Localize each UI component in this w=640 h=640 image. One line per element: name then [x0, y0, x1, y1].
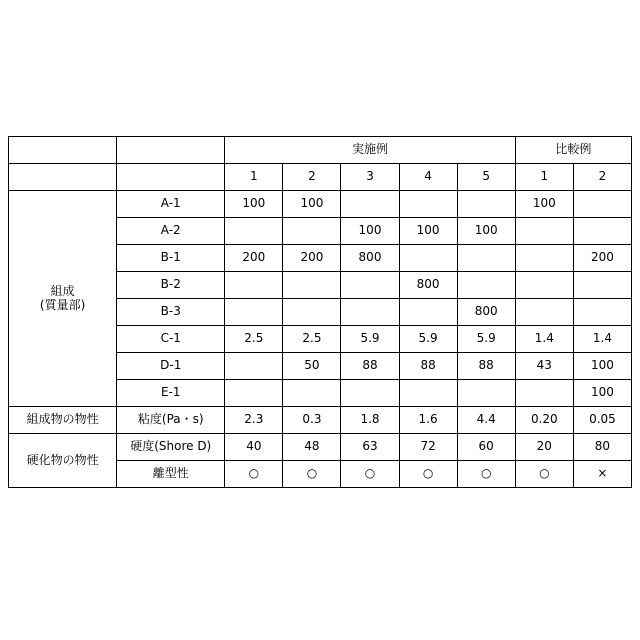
table-cell [225, 218, 283, 245]
empty-corner-cell [9, 137, 117, 164]
section-label-cured-properties: 硬化物の物性 [9, 434, 117, 488]
column-number: 5 [457, 164, 515, 191]
column-number: 1 [225, 164, 283, 191]
group-header-comparative: 比較例 [515, 137, 631, 164]
section-label-composition-properties: 組成物の物性 [9, 407, 117, 434]
table-cell [341, 191, 399, 218]
table-cell: ○ [515, 461, 573, 488]
table-cell: 100 [573, 353, 631, 380]
table-cell [399, 245, 457, 272]
table-cell: 5.9 [399, 326, 457, 353]
table-cell [283, 218, 341, 245]
table-cell: 200 [283, 245, 341, 272]
table-cell: 2.5 [225, 326, 283, 353]
table-cell [515, 245, 573, 272]
table-cell [341, 299, 399, 326]
table-cell: 80 [573, 434, 631, 461]
column-number: 1 [515, 164, 573, 191]
table-cell: 800 [399, 272, 457, 299]
table-cell [399, 299, 457, 326]
row-label: E-1 [117, 380, 225, 407]
row-label: C-1 [117, 326, 225, 353]
table-cell: 100 [399, 218, 457, 245]
section-label-composition [9, 191, 117, 407]
table-cell [225, 272, 283, 299]
table-cell [515, 299, 573, 326]
table-cell [515, 380, 573, 407]
table-cell [573, 299, 631, 326]
table-cell: 88 [399, 353, 457, 380]
column-number: 2 [283, 164, 341, 191]
row-label: 粘度(Pa・s) [117, 407, 225, 434]
table-cell: ○ [341, 461, 399, 488]
table-cell [341, 272, 399, 299]
table-cell: 43 [515, 353, 573, 380]
table-cell [283, 272, 341, 299]
table-cell [457, 191, 515, 218]
table-cell: 200 [573, 245, 631, 272]
section-label-composition-line1: 組成 [50, 283, 75, 298]
table-cell [399, 380, 457, 407]
table-cell: 800 [341, 245, 399, 272]
table-cell [515, 272, 573, 299]
table-header-row-numbers [9, 164, 632, 191]
table-cell: ○ [283, 461, 341, 488]
column-number: 2 [573, 164, 631, 191]
table-row [9, 407, 632, 434]
table-cell: 800 [457, 299, 515, 326]
table-cell [283, 299, 341, 326]
row-label: B-1 [117, 245, 225, 272]
table-cell: 1.6 [399, 407, 457, 434]
table-cell: 50 [283, 353, 341, 380]
table-cell: 100 [515, 191, 573, 218]
table-cell: 0.05 [573, 407, 631, 434]
table-cell [457, 380, 515, 407]
table-cell: ○ [225, 461, 283, 488]
table-cell: 100 [283, 191, 341, 218]
table-cell: 60 [457, 434, 515, 461]
table-cell: 48 [283, 434, 341, 461]
table-cell [225, 353, 283, 380]
table-row [9, 191, 632, 218]
table-header-row-groups [9, 137, 632, 164]
table-cell [341, 380, 399, 407]
table-cell: 2.5 [283, 326, 341, 353]
table-cell: 20 [515, 434, 573, 461]
table-cell [283, 380, 341, 407]
table-cell: 200 [225, 245, 283, 272]
table-cell: 4.4 [457, 407, 515, 434]
table-cell: 100 [225, 191, 283, 218]
table-cell [457, 245, 515, 272]
section-label-composition-line2: (質量部) [39, 297, 86, 312]
group-header-examples: 実施例 [225, 137, 515, 164]
table-cell: 100 [341, 218, 399, 245]
empty-corner-cell-2 [117, 137, 225, 164]
table-cell: 63 [341, 434, 399, 461]
table-cell [573, 272, 631, 299]
table-cell: 0.20 [515, 407, 573, 434]
table-cell [515, 218, 573, 245]
empty-corner-cell-4 [117, 164, 225, 191]
table-cell: ○ [457, 461, 515, 488]
empty-corner-cell-3 [9, 164, 117, 191]
table-cell: 88 [341, 353, 399, 380]
table-cell: 5.9 [341, 326, 399, 353]
row-label: B-3 [117, 299, 225, 326]
table-cell: ○ [399, 461, 457, 488]
table-cell: 0.3 [283, 407, 341, 434]
row-label: B-2 [117, 272, 225, 299]
table-cell: 40 [225, 434, 283, 461]
row-label: 離型性 [117, 461, 225, 488]
table-cell [399, 191, 457, 218]
table-cell [225, 380, 283, 407]
row-label: D-1 [117, 353, 225, 380]
table-cell [225, 299, 283, 326]
row-label: A-1 [117, 191, 225, 218]
column-number: 4 [399, 164, 457, 191]
table-cell: 5.9 [457, 326, 515, 353]
patent-table-container [8, 136, 632, 488]
table-cell: 1.4 [515, 326, 573, 353]
table-cell: 100 [457, 218, 515, 245]
table-cell: 2.3 [225, 407, 283, 434]
table-cell: 88 [457, 353, 515, 380]
table-cell [457, 272, 515, 299]
table-cell: 1.4 [573, 326, 631, 353]
table-cell: × [573, 461, 631, 488]
table-cell: 1.8 [341, 407, 399, 434]
column-number: 3 [341, 164, 399, 191]
row-label: 硬度(Shore D) [117, 434, 225, 461]
table-cell [573, 218, 631, 245]
table-row [9, 434, 632, 461]
table-cell: 100 [573, 380, 631, 407]
properties-table [8, 136, 632, 488]
table-cell: 72 [399, 434, 457, 461]
row-label: A-2 [117, 218, 225, 245]
table-cell [573, 191, 631, 218]
